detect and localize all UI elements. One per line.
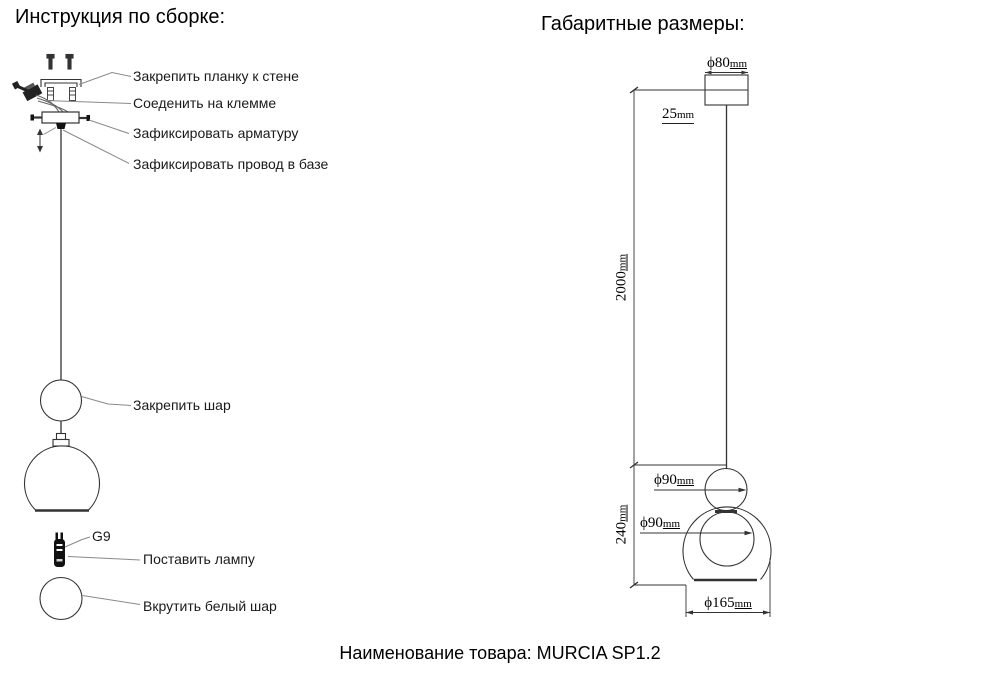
callout-attach-bracket: Закрепить планку к стене (133, 68, 299, 84)
callout-fix-ball: Закрепить шар (133, 397, 231, 413)
assembly-title: Инструкция по сборке: (15, 6, 226, 28)
callout-connect-terminal: Соеденить на клемме (133, 95, 277, 111)
white-ball-icon (40, 578, 82, 620)
callout-screw-white-ball: Вкрутить белый шар (143, 598, 277, 614)
shade-outline-icon (683, 507, 771, 580)
fixing-ball-icon (41, 380, 82, 421)
dim-label-inner-ball-diameter: ϕ90mm (640, 515, 681, 531)
callout-install-lamp: Поставить лампу (143, 551, 255, 567)
dim-label-upper-ball-diameter: ϕ90mm (654, 472, 695, 488)
g9-bulb-icon (54, 533, 65, 568)
dim-label-shade-diameter: ϕ165mm (704, 595, 752, 611)
inner-ball-icon (700, 512, 754, 566)
wall-bracket-icon (41, 80, 81, 88)
dim-label-canopy-height: 25mm (662, 106, 695, 122)
product-name-label: Наименование товара: MURCIA SP1.2 (339, 643, 661, 663)
dimensions-diagram (630, 71, 771, 617)
dimensions-title: Габаритные размеры: (541, 13, 745, 35)
shade-collar-icon (53, 434, 69, 447)
leader-lines (45, 73, 140, 605)
dim-line-canopy (705, 71, 748, 75)
dim-label-cord-length: 2000mm (613, 253, 630, 302)
assembly-diagram (12, 55, 140, 620)
glass-shade-icon (25, 446, 100, 511)
callout-fix-fitting: Зафиксировать арматуру (133, 125, 299, 141)
wall-anchors-icon (48, 88, 76, 101)
mounting-screws-icon (47, 55, 73, 70)
canopy-icon (705, 75, 748, 105)
dim-line-vertical (630, 87, 726, 588)
dim-label-body-height: 240mm (613, 504, 630, 545)
wires-icon (36, 95, 68, 112)
height-adjust-arrow-icon (37, 128, 56, 153)
callout-g9: G9 (92, 528, 111, 544)
mounting-plate-icon (31, 112, 91, 129)
dim-leader-inner-ball (640, 531, 753, 536)
dim-label-canopy-diameter: ϕ80mm (706, 55, 748, 71)
callout-fix-wire: Зафиксировать провод в базе (133, 156, 329, 172)
